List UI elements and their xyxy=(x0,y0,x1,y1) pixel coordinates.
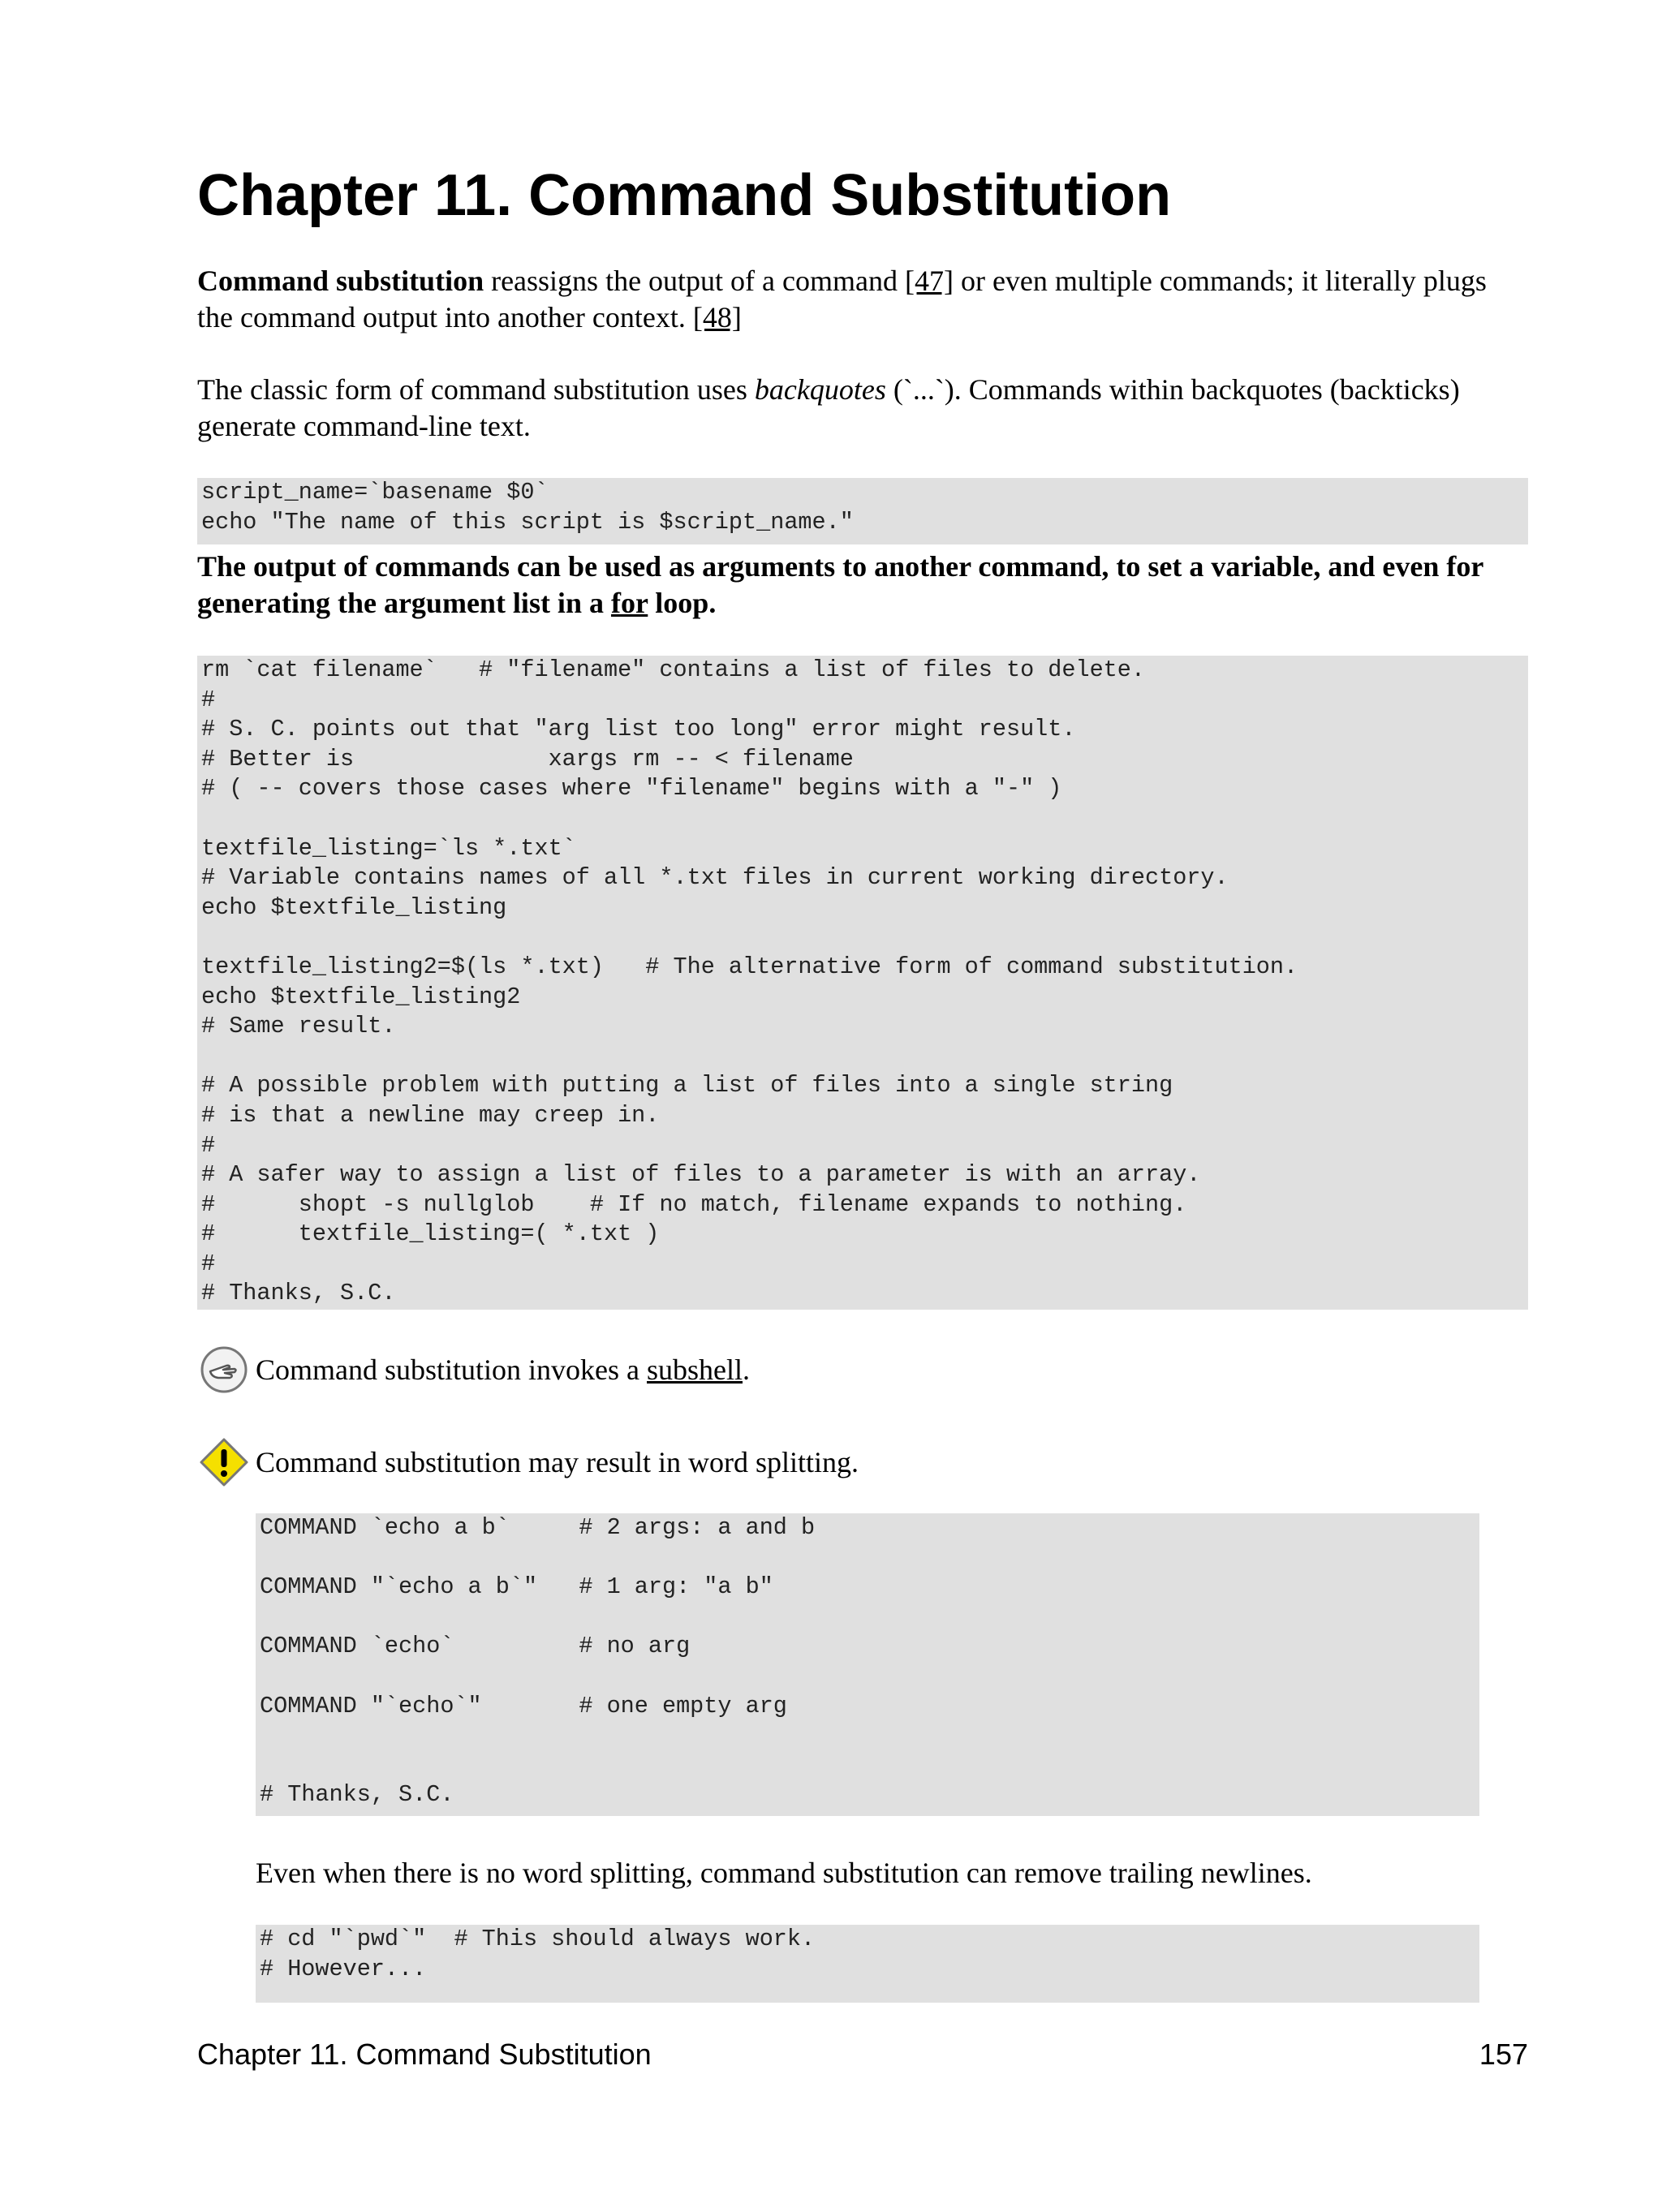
footnote-link-48[interactable]: [48] xyxy=(692,301,742,334)
classic-form-paragraph xyxy=(197,372,1528,445)
classic-text-1: The classic form of command substitution uses xyxy=(197,373,755,406)
note-subshell xyxy=(197,1345,1528,1394)
intro-paragraph xyxy=(197,263,1528,336)
code-block-word-splitting: COMMAND `echo a b` # 2 args: a and b COMMAND "`echo a b`" # 1 arg: "a b" COMMAND `echo` # no arg COMMAND "`echo`" # one empty arg # Thanks, S.C. xyxy=(256,1513,1479,1816)
classic-text-2: (`...`). Commands within backquotes (backticks) generate command-line text. xyxy=(197,373,1460,442)
page-footer xyxy=(197,2034,1528,2075)
note-word-splitting xyxy=(197,1438,1528,1487)
trailing-newlines-paragraph: Even when there is no word splitting, command substitution can remove trailing newlines. xyxy=(256,1857,1312,1889)
footer-chapter-title: Chapter 11. Command Substitution xyxy=(197,2038,652,2071)
for-loop-link[interactable]: for xyxy=(610,587,648,619)
classic-emphasis: backquotes xyxy=(754,373,886,406)
output-usage-paragraph xyxy=(197,549,1528,622)
code-block-basename: script_name=`basename $0` echo "The name of this script is $script_name." xyxy=(197,478,1528,544)
intro-text-2: or even multiple commands; it literally plugs the command output into another context. xyxy=(197,265,1487,334)
note-word-splitting-text: Command substitution may result in word splitting. xyxy=(256,1445,859,1478)
footnote-link-47[interactable]: [47] xyxy=(904,265,954,297)
warning-icon xyxy=(199,1437,249,1487)
output-text-1: The output of commands can be used as arguments to another command, to set a variable, and even for generating the argument list in a xyxy=(197,550,1483,619)
note-subshell-text-2: . xyxy=(743,1353,751,1386)
intro-text-1: reassigns the output of a command xyxy=(484,265,905,297)
intro-term: Command substitution xyxy=(197,265,484,297)
code-block-pwd: # cd "`pwd`" # This should always work. # However... xyxy=(256,1925,1479,2003)
code-block-examples: rm `cat filename` # "filename" contains a list of files to delete. # # S. C. points out that "arg list too long" error might result. # Better is xargs rm -- < filename # ( -- covers those cases where "filename" begins with a "-" ) textfile_listing=`ls *.txt` # Variable contains names of all *.txt files in current working directory. echo $textfile_listing textfile_listing2=$(ls *.txt) # The alternative form of command substitution. echo $textfile_listing2 # Same result. # A possible problem with putting a list of files into a single string # is that a newline may creep in. # # A safer way to assign a list of files to a parameter is with an array. # shopt -s nullglob # If no match, filename expands to nothing. # textfile_listing=( *.txt ) # # Thanks, S.C. xyxy=(197,656,1528,1310)
footer-page-number: 157 xyxy=(1479,2038,1528,2071)
output-text-2: loop. xyxy=(648,587,717,619)
note-subshell-text-1: Command substitution invokes a xyxy=(256,1353,647,1386)
note-subshell-text xyxy=(256,1352,750,1388)
subshell-link[interactable]: subshell xyxy=(647,1353,743,1386)
chapter-title: Chapter 11. Command Substitution xyxy=(197,163,1172,228)
pointing-hand-note-icon xyxy=(199,1345,249,1395)
